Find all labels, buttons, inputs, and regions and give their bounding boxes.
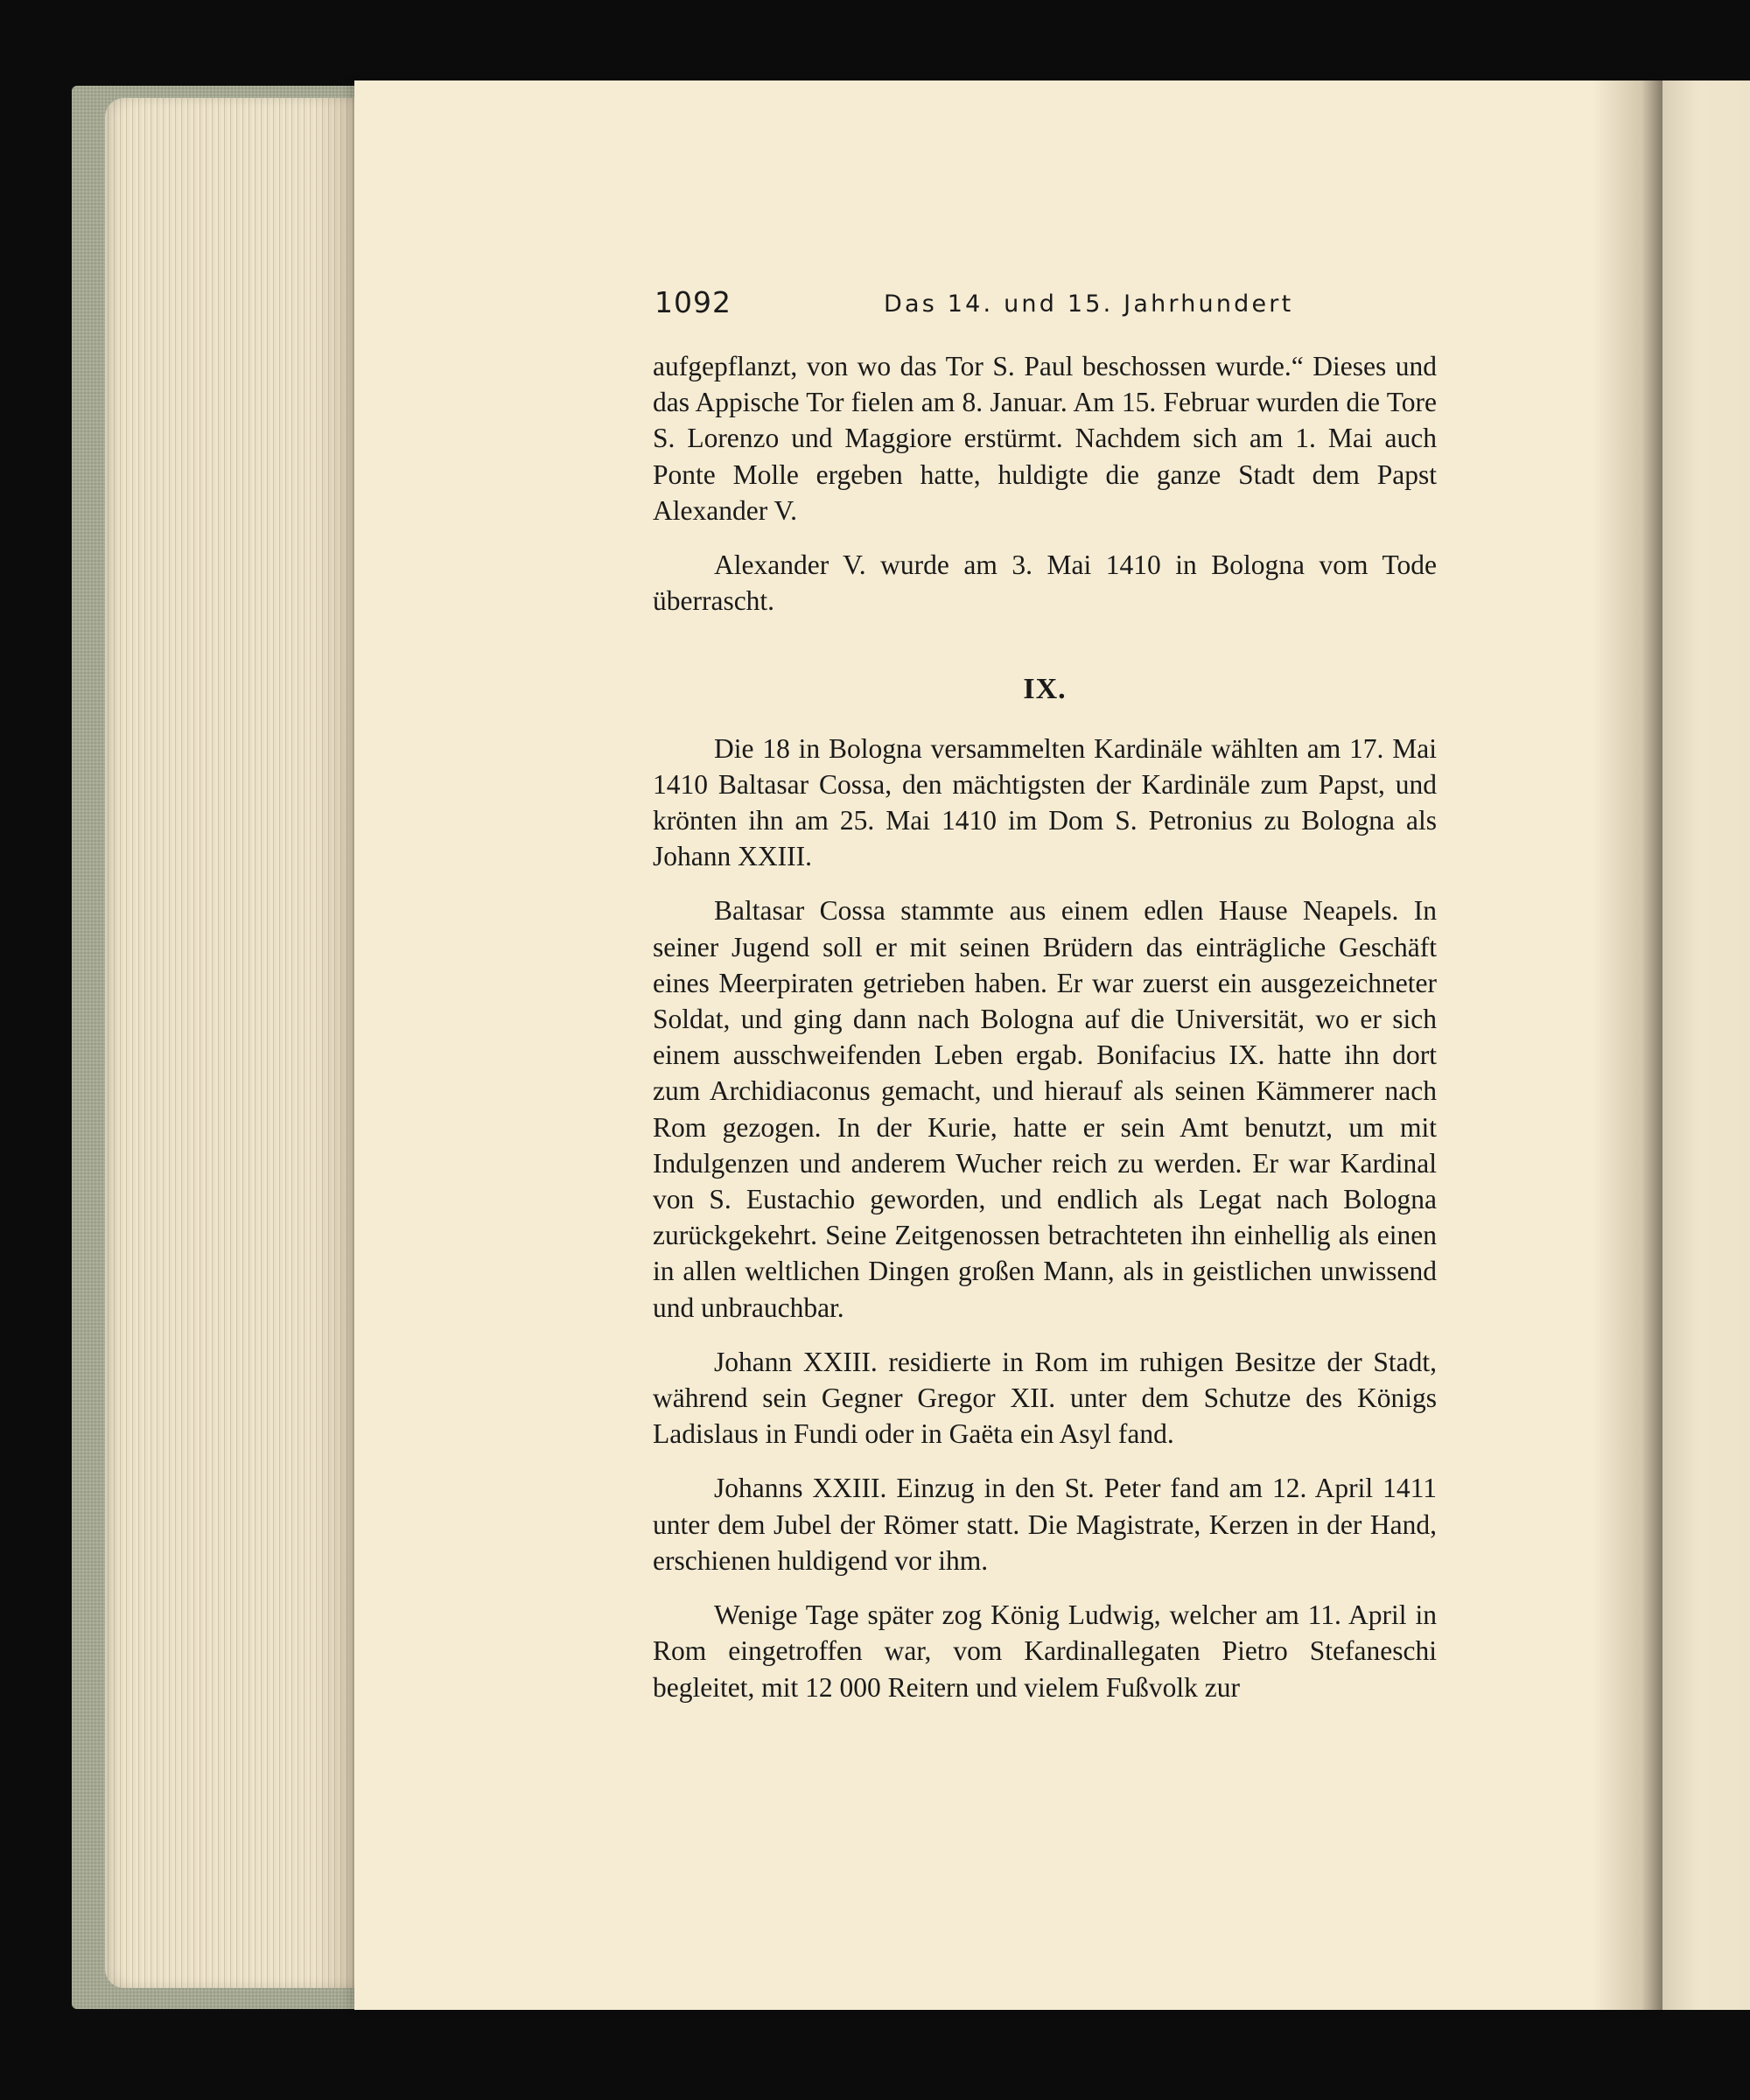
facing-page-edge (1662, 80, 1750, 2010)
paragraph: Wenige Tage später zog König Ludwig, welcher am 11. April in Rom eingetroffen war, vom Kardinallegaten Pietro Stefaneschi begleitet, mit 12 000 Reitern und vielem Fußvolk zur (653, 1600, 1437, 1703)
paragraph: Alexander V. wurde am 3. Mai 1410 in Bologna vom Tode überrascht. (653, 550, 1437, 617)
paragraph: Baltasar Cossa stammte aus einem edlen Hause Neapels. In seiner Jugend soll er mit seinen Brüdern das einträgliche Geschäft eines Meerpiraten getrieben haben. Er war zuerst ein ausgezeichneter Soldat, und ging dann nach Bologna auf die Universität, wo er sich einem ausschweifenden Leben ergab. Bonifacius IX. hatte ihn dort zum Archidiaconus gemacht, und hierauf als seinen Kämmerer nach Rom gezogen. In der Kurie, hatte er sein Amt benutzt, um mit Indulgenzen und anderem Wucher reich zu werden. Er war Kardinal von S. Eustachio geworden, und endlich als Legat nach Bologna zurückgekehrt. Seine Zeitgenossen betrachteten ihn einhellig als einen in allen weltlichen Dingen großen Mann, als in geistlichen unwissend und unbrauchbar. (653, 895, 1437, 1323)
paragraph: Johann XXIII. residierte in Rom im ruhigen Besitze der Stadt, während sein Gegner Gregor XII. unter dem Schutze des Königs Ladislaus in Fundi oder in Gaëta ein Asyl fand. (653, 1346, 1437, 1450)
page-number: 1092 (654, 285, 732, 319)
running-title: Das 14. und 15. Jahrhundert (884, 290, 1294, 318)
paragraph: Johanns XXIII. Einzug in den St. Peter fand am 12. April 1411 unter dem Jubel der Römer statt. Die Magistrate, Kerzen in der Hand, erschienen huldigend vor ihm. (653, 1473, 1437, 1576)
page-edges-shadow (315, 98, 357, 1988)
paragraph-continued: aufgepflanzt, von wo das Tor S. Paul beschossen wurde.“ Dieses und das Appische Tor fielen am 8. Januar. Am 15. Februar wurden die Tore S. Lorenzo und Maggiore erstürmt. Nachdem sich am 1. Mai auch Ponte Molle ergeben hatte, huldigte die ganze Stadt dem Papst Alexander V. (653, 351, 1437, 526)
page-gutter (1592, 80, 1662, 2010)
paragraph: Die 18 in Bologna versammelten Kardinäle wählten am 17. Mai 1410 Baltasar Cossa, den mächtigsten der Kardinäle zum Papst, und krönten ihn am 25. Mai 1410 im Dom S. Petronius zu Bologna als Johann XXIII. (653, 732, 1437, 872)
text-block (653, 348, 1437, 1705)
section-heading: IX. (1023, 673, 1067, 706)
